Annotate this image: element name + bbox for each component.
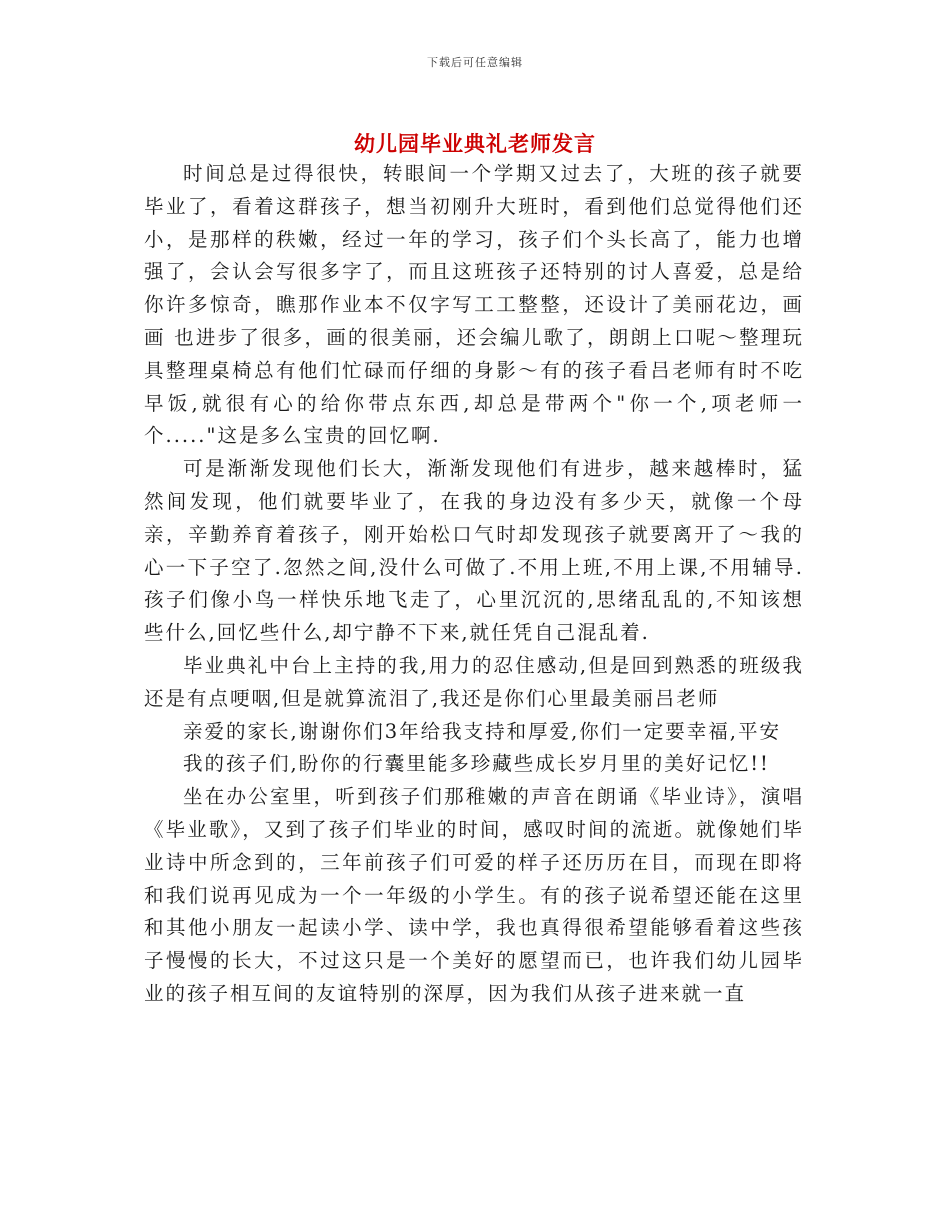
page-header-note: 下载后可任意编辑 — [427, 56, 523, 69]
document-body — [144, 158, 804, 1011]
paragraph-4: 亲爱的家长,谢谢你们3年给我支持和厚爱,你们一定要幸福,平安 — [183, 719, 782, 743]
paragraph-6: 坐在办公室里，听到孩子们那稚嫩的声音在朗诵《毕业诗》，演唱《毕业歌》，又到了孩子们毕业的时间，感叹时间的流逝。就像她们毕业诗中所念到的，三年前孩子们可爱的样子还历历在目，而现在即将和我们说再见成为一个一年级的小学生。有的孩子说希望还能在这里和其他小朋友一起读小学、读中学，我也真得很希望能够看着这些孩子慢慢的长大，不过这只是一个美好的愿望而已，也许我们幼儿园毕业的孩子相互间的友谊特别的深厚，因为我们从孩子进来就一直 — [144, 785, 804, 1005]
document-title: 幼儿园毕业典礼老师发言 — [354, 131, 596, 157]
paragraph-2: 可是渐渐发现他们长大，渐渐发现他们有进步，越来越棒时，猛然间发现，他们就要毕业了，在我的身边没有多少天，就像一个母亲，辛勤养育着孩子，刚开始松口气时却发现孩子就要离开了～我的心一下子空了.忽然之间,没什么可做了.不用上班,不用上课,不用辅导.孩子们像小鸟一样快乐地飞走了，心里沉沉的,思绪乱乱的,不知该想些什么,回忆些什么,却宁静不下来,就任凭自己混乱着. — [144, 457, 804, 645]
paragraph-1: 时间总是过得很快，转眼间一个学期又过去了，大班的孩子就要毕业了，看着这群孩子，想当初刚升大班时，看到他们总觉得他们还小，是那样的秩嫩，经过一年的学习，孩子们个头长高了，能力也增强了，会认会写很多字了，而且这班孩子还特别的讨人喜爱，总是给你许多惊奇，瞧那作业本不仅字写工工整整，还设计了美丽花边，画画 也进步了很多，画的很美丽，还会编儿歌了，朗朗上口呢～整理玩具整理桌椅总有他们忙碌而仔细的身影～有的孩子看吕老师有时不吃早饭,就很有心的给你带点东西,却总是带两个"你一个,项老师一个....."这是多么宝贵的回忆啊. — [144, 162, 804, 448]
paragraph-5: 我的孩子们,盼你的行囊里能多珍藏些成长岁月里的美好记忆!! — [183, 752, 770, 776]
paragraph-3: 毕业典礼中台上主持的我,用力的忍住感动,但是回到熟悉的班级我还是有点哽咽,但是就算流泪了,我还是你们心里最美丽吕老师 — [144, 653, 804, 710]
